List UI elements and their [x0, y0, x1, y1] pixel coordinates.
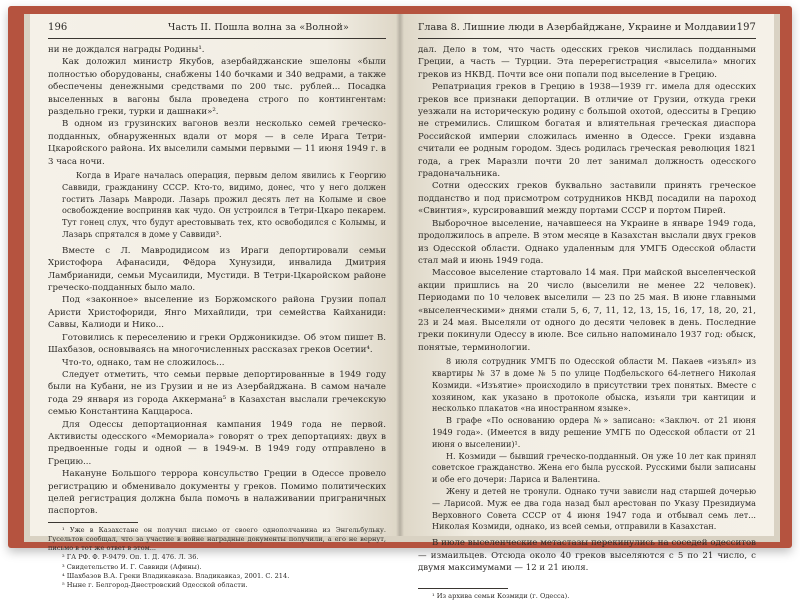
left-footnote-5: ⁵ Ныне г. Белгород-Днестровский Одесской области. [62, 581, 248, 589]
left-paragraph-8: Следует отметить, что семьи первые депортированные в 1949 году были на Кубани, не из Грузии и не из Азербайджана. В самом начале года 29 января из города Аккермана⁵ в Казахстан выслали гречекскую семью Константина Каццароса. [48, 369, 386, 418]
right-page-body [418, 44, 756, 602]
left-paragraph-1: ни не дождался награды Родины¹. [48, 45, 205, 55]
book-spine-shadow [396, 14, 404, 536]
right-page-number: 197 [736, 22, 756, 33]
left-paragraph-3: В одном из грузинских вагонов везли несколько семей греческо-подданных, обнаруженных вдали от моря — в селе Ирага Тетри-Цкаройского района. Их выселили самыми первыми — 11 июня 1949 г. в 3 часа ночи. [48, 119, 386, 167]
right-paragraph-4: Выборочное выселение, начавшееся на Украине в январе 1949 года, продолжилось в апреле. В этом месяце в Казахстан выслали двух греков из Одесской области. Однако удаленным для УМГБ Одесской области стал май и июнь 1949 года. [418, 218, 756, 266]
left-header-rule [48, 38, 386, 39]
right-quote-block [432, 356, 756, 533]
right-page-header [418, 22, 756, 38]
left-page-body [48, 44, 386, 590]
right-running-title: Глава 8. Лишние люди в Азербайджане, Украине и Молдавии [418, 22, 737, 33]
right-paragraph-6: В июле выселенческие метастазы перекинулись на соседей одесситов — измаильцев. Отсюда около 40 греков выселяются с 5 по 21 число, с двумя максимумами — 12 и 21 июля. [418, 538, 756, 573]
right-paragraph-3: Сотни одесских греков буквально заставили принять греческое подданство и под присмотром сотрудников НКВД посадили на пароход «Свинтия», курсировавший между портами СССР и портом Пирей. [418, 181, 756, 217]
right-quote-4: Жену и детей не тронули. Однако тучи зависли над старшей дочерью — Ларисой. Муж ее два года назад был арестован по Указу Президиума Верховного Совета СССР от 4 июня 1947 года и отбывал семь лет... Николая Козмиди, однако, из всей семьи, отправили в Казахстан. [432, 485, 756, 532]
right-quote-2: В графе «По основанию ордера №» записано: «Заключ. от 21 июня 1949 года». (Имеется в виду решение УМГБ по Одесской области от 21 июня о выселении)¹. [432, 415, 756, 449]
right-quote-1: 8 июля сотрудник УМГБ по Одесской области М. Пакаев «изъял» из квартиры № 37 в доме № 5 по улице Подбельского 64-летнего Николая Козмиди. «Изъятие» происходило в присутствии трех понятых. Вместе с хозяином, как указано в протоколе обыска, изъяли три кантиции и несколько плакатов «на иностранном языке». [432, 356, 756, 414]
right-footnote-rule [418, 588, 508, 589]
right-paragraph-1: дал. Дело в том, что часть одесских греков числилась подданными Греции, а часть — Турции. Эта перерегистрация «выселила» многих греков из НКВД. Почти все они попали под выселение в Грецию. [418, 45, 756, 80]
left-running-title: Часть II. Пошла волна за «Волной» [168, 22, 349, 33]
left-paragraph-2: Как доложил министр Якубов, азербайджанские эшелоны «были полностью оборудованы, снабжены 140 бочками и 340 ведрами, а также обеспечены денежными средствами по 200 тыс. рублей... Посадка выселенных в вагоны была проведена строго по контингентам: раздельно греки, турки и дашнаки»². [48, 57, 386, 118]
right-page [400, 14, 774, 601]
left-paragraph-6: Готовились к переселению и греки Орджоникидзе. Об этом пишет В. Шахбазов, основываясь на многочисленных рассказах греков Осетии⁴. [48, 332, 386, 356]
left-paragraph-4: Вместе с Л. Мавродидисом из Ираги депортировали семьи Христофора Афанасиди, Фёдора Хунузиди, инвалида Дмитрия Ламбрианиди, семьи Мусаилиди, Мустиди. В Тетри-Цкаройском районе греческо-подданных было мало. [48, 245, 386, 294]
right-header-rule [418, 38, 756, 39]
left-footnote-rule [48, 522, 138, 523]
right-paragraph-2: Репатриация греков в Грецию в 1938—1939 гг. имела для одесских греков все признаки депортации. В отличие от Грузии, откуда греки уезжали на историческую родину с большой охотой, одесситы в Грецию не стремились. Слишком богатая и влиятельная греческая диаспора Российской империи сложилась именно в Одессе. Греки издавна считали ее родным городом. Здесь родилась греческая революция 1821 года, а грек Маразли почти 20 лет занимал должность одесского градоначальника. [418, 82, 756, 180]
left-paragraph-5: Под «законное» выселение из Боржомского района Грузии попал Аристи Христофориди, Янго Михайлиди, три семейства Кайханиди: Саввы, Калиоди и Нико... [48, 295, 386, 331]
left-paragraph-9: Для Одессы депортационная кампания 1949 года не первой. Активисты одесского «Мемориала» говорят о трех депортациях: двух в предвоенные годы и одной — в 1949-м. В 1949 году отправлено в Грецию... [48, 419, 386, 467]
left-paragraph-10: Накануне Большого террора консульство Греции в Одессе провело регистрацию и обменивало документы у греков. Помимо политических целей регистрация должна была помочь в налаживании приграничных паспортов. [48, 469, 386, 517]
left-page [30, 14, 400, 589]
left-footnote-2: ² ГА РФ. Ф. Р-9479. Оп. 1. Д. 476. Л. 36. [62, 553, 199, 562]
right-paragraph-5: Массовое выселение стартовало 14 мая. При майской выселенческой акции пришлись на 20 число (выселили не менее 22 человек). Периодами по 10 человек выселили — 23 по 25 мая. В июне главными «выселенческими» днями стали 5, 6, 7, 11, 12, 13, 15, 16, 17, 18, 20, 21, 23 и 24 мая. Выселяли от одного до десяти человек в день. Последние греки покинули Одессу в июле. Все сильно напоминало 1937 год: обыск, понятые, терминологии. [418, 268, 756, 353]
left-quote-block [62, 170, 386, 241]
left-quote-1: Когда в Ираге началась операция, первым делом явились к Георгию Саввиди, гражданину СССР. Кто-то, видимо, донес, что у него должен гостить Лазарь Мавроди. Лазарь прожил десять лет на Колыме и свое освобождение восприняв как чудо. Он устроился в Тетри-Цкаро пекарем. Тут гонец слух, что будут арестовывать тех, кто освободился с Колымы, и Лазарь спрятался в доме у Саввиди³. [62, 170, 386, 240]
left-footnote-3: ³ Свидетельство И. Г. Саввиди (Афины). [62, 562, 202, 571]
left-paragraph-7: Что-то, однако, там не сложилось... [62, 357, 225, 368]
right-footnote-1: ¹ Из архива семьи Козмиди (г. Одесса). [432, 592, 570, 601]
left-page-number: 196 [48, 22, 68, 33]
left-page-header [48, 22, 386, 38]
right-quote-3: Н. Козмиди — бывший греческо-подданный. Он уже 10 лет как принял советское гражданство. Жена его была русской. Русскими были записаны и обе его дочери: Лариса и Валентина. [432, 450, 756, 485]
left-footnote-4: ⁴ Шахбазов В.А. Греки Владикавказа. Владикавказ, 2001. С. 214. [62, 571, 290, 580]
left-footnote-1: ¹ Уже в Казахстане он получил письмо от своего однополчанина из Энгельбульку. Гусельтов сообщал, что за участие в войне наградные документы получили, а его не вернут, письмо в тот же ответ в этом... [48, 525, 386, 553]
